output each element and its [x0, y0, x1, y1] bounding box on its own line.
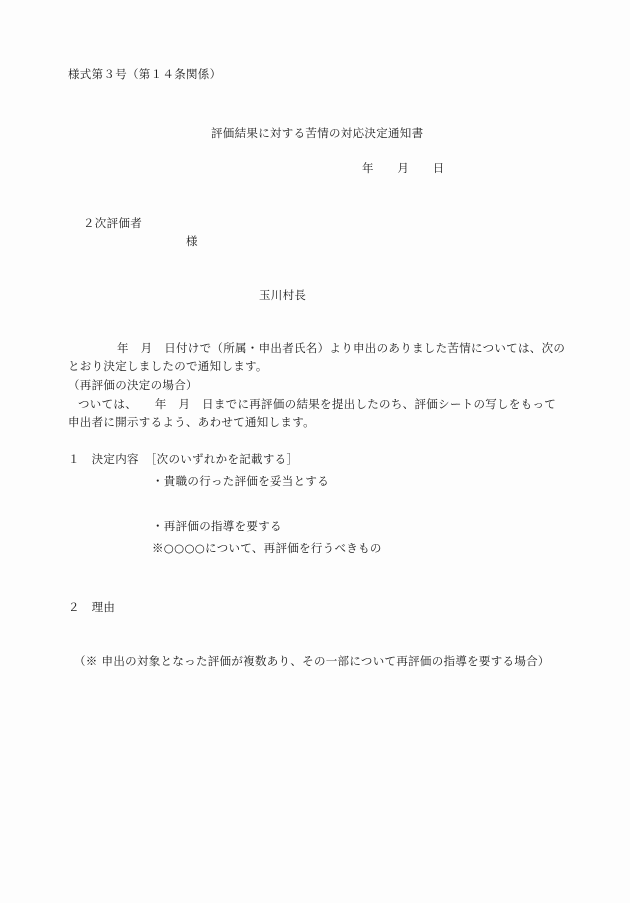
recipient-honorific: 様 — [186, 234, 198, 248]
footnote: （※ 申出の対象となった評価が複数あり、その一部について再評価の指導を要する場合） — [74, 654, 550, 668]
body-paragraph1-line2: とおり決定しましたので通知します。 — [68, 359, 268, 373]
section1-option2: ・再評価の指導を要する — [152, 519, 282, 533]
body-paragraph1-line1: 年 月 日付けで（所属・申出者氏名）より申出のありました苦情については、次の — [117, 341, 566, 355]
form-number: 様式第３号（第１４条関係） — [68, 67, 222, 81]
section1-option1: ・貴職の行った評価を妥当とする — [152, 474, 329, 488]
section1-option2-note: ※○○○○について、再評価を行うべきもの — [152, 541, 382, 555]
sender-name: 玉川村長 — [259, 288, 307, 302]
section1-heading: １ 決定内容 ［次のいずれかを記載する］ — [68, 452, 299, 466]
reevaluation-heading: （再評価の決定の場合） — [68, 378, 198, 392]
date-line: 年 月 日 — [362, 161, 445, 175]
body-paragraph2-line1: ついては、 年 月 日までに再評価の結果を提出したのち、評価シートの写しをもって — [78, 397, 557, 411]
body-paragraph2-line2: 申出者に開示するよう、あわせて通知します。 — [68, 415, 315, 429]
document-title: 評価結果に対する苦情の対応決定通知書 — [211, 126, 424, 140]
recipient-role: ２次評価者 — [83, 216, 142, 230]
section2-heading: ２ 理由 — [68, 600, 116, 614]
